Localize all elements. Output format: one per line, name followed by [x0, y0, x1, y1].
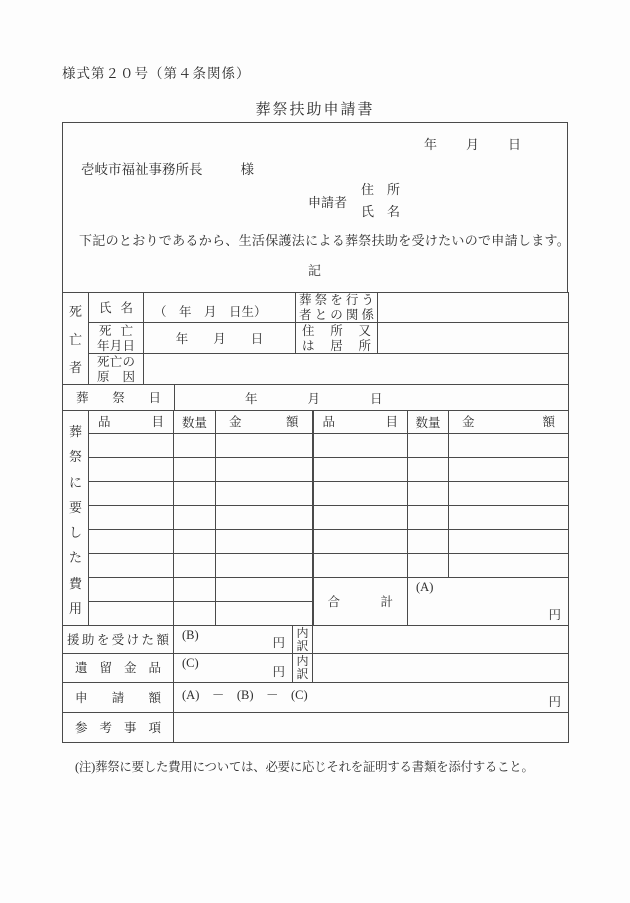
- expense-amount-header: 金 額: [216, 411, 313, 434]
- expense-item-field[interactable]: [313, 434, 408, 458]
- applicant-fields: [361, 179, 530, 223]
- expense-amount-field[interactable]: [449, 554, 569, 578]
- expense-qty-header: 数量: [174, 411, 216, 434]
- addressee-line: [81, 158, 254, 178]
- expense-item-field[interactable]: [313, 554, 408, 578]
- expense-item-field[interactable]: [89, 554, 174, 578]
- remarks-label: 参 考 事 項: [63, 713, 174, 743]
- funeral-date-placeholder: 年 月 日: [245, 391, 383, 406]
- expense-item-header: 品 目: [89, 411, 174, 434]
- aid-code-B: (B): [182, 628, 199, 642]
- expense-qty-field[interactable]: [408, 482, 449, 506]
- expense-item-field[interactable]: [313, 530, 408, 554]
- deceased-table: [62, 292, 569, 385]
- expense-amount-field[interactable]: [449, 482, 569, 506]
- funeral-date-table: [62, 384, 569, 411]
- deceased-name-label: 氏 名: [89, 293, 144, 323]
- death-date-label: 死 亡 年 月 日: [89, 323, 144, 354]
- residence-field[interactable]: [378, 323, 569, 354]
- expense-amount-field[interactable]: [216, 602, 313, 626]
- expense-qty-field[interactable]: [174, 434, 216, 458]
- expense-amount-field[interactable]: [216, 506, 313, 530]
- request-text: 下記のとおりであるから、生活保護法による葬祭扶助を受けたいので申請します。: [79, 233, 571, 248]
- applicant-name-label: 氏 名: [361, 204, 401, 219]
- applicant-name-field[interactable]: [400, 205, 530, 221]
- form-header-section: [62, 122, 571, 292]
- page-title: 葬祭扶助申請書: [255, 102, 375, 118]
- deceased-name-field[interactable]: [144, 293, 296, 323]
- expense-total-field[interactable]: [408, 578, 569, 626]
- expense-amount-field[interactable]: [449, 530, 569, 554]
- expense-qty-header: 数量: [408, 411, 449, 434]
- relation-field[interactable]: [378, 293, 569, 323]
- expense-item-field[interactable]: [89, 578, 174, 602]
- expense-item-field[interactable]: [89, 482, 174, 506]
- expense-item-field[interactable]: [89, 458, 174, 482]
- application-date-field[interactable]: 年 月 日: [423, 137, 522, 152]
- yen-suffix: 円: [272, 636, 285, 650]
- aid-amount-field[interactable]: [174, 626, 293, 654]
- expense-item-field[interactable]: [89, 530, 174, 554]
- expense-qty-field[interactable]: [408, 458, 449, 482]
- yen-suffix: 円: [548, 608, 561, 622]
- death-cause-field[interactable]: [144, 354, 569, 385]
- death-cause-label: 死 亡 の 原 因: [89, 354, 144, 385]
- addressee-label: 壱岐市福祉事務所長: [81, 162, 203, 177]
- applicant-name-row: [361, 201, 530, 223]
- record-mark: 記: [307, 263, 322, 278]
- expense-amount-header: 金 額: [449, 411, 569, 434]
- form-box: [62, 122, 571, 743]
- expense-total-label: 合 計: [313, 578, 408, 626]
- expenses-side-label: 葬 祭 に 要 し た 費 用: [63, 411, 89, 626]
- aid-received-label: 援 助 を 受 け た 額: [63, 626, 174, 654]
- expense-amount-field[interactable]: [216, 434, 313, 458]
- expense-qty-field[interactable]: [174, 602, 216, 626]
- expense-amount-field[interactable]: [216, 458, 313, 482]
- expense-qty-field[interactable]: [174, 554, 216, 578]
- expense-qty-field[interactable]: [408, 530, 449, 554]
- total-code-A: (A): [416, 580, 434, 594]
- expense-item-field[interactable]: [313, 458, 408, 482]
- expense-qty-field[interactable]: [174, 482, 216, 506]
- death-date-field[interactable]: [144, 323, 296, 354]
- claim-formula: (A) － (B) － (C): [182, 688, 308, 702]
- relation-label: 葬 祭 を 行 う 者 と の 関 係: [296, 293, 378, 323]
- addressee-honorific: 様: [240, 162, 254, 177]
- expense-amount-field[interactable]: [216, 482, 313, 506]
- expense-amount-field[interactable]: [449, 506, 569, 530]
- relict-breakdown-label: 内 訳: [293, 654, 313, 683]
- expense-qty-field[interactable]: [408, 506, 449, 530]
- expense-item-field[interactable]: [89, 434, 174, 458]
- yen-suffix: 円: [272, 665, 285, 679]
- claim-amount-label: 申 請 額: [63, 683, 174, 713]
- expense-amount-field[interactable]: [216, 530, 313, 554]
- expense-item-field[interactable]: [313, 482, 408, 506]
- expense-item-header: 品 目: [313, 411, 408, 434]
- aid-breakdown-label: 内 訳: [293, 626, 313, 654]
- applicant-address-label: 住 所: [361, 182, 401, 197]
- deceased-side-label: 死 亡 者: [63, 293, 89, 385]
- applicant-address-row: [361, 179, 530, 201]
- relict-code-C: (C): [182, 656, 199, 670]
- expense-qty-field[interactable]: [174, 530, 216, 554]
- applicant-address-field[interactable]: [400, 183, 530, 199]
- remarks-field[interactable]: [174, 713, 569, 743]
- relict-breakdown-field[interactable]: [313, 654, 569, 683]
- aid-breakdown-field[interactable]: [313, 626, 569, 654]
- applicant-block: [308, 179, 530, 223]
- relict-money-label: 遺 留 金 品: [63, 654, 174, 683]
- expense-qty-field[interactable]: [408, 434, 449, 458]
- yen-suffix: 円: [548, 695, 561, 709]
- expense-qty-field[interactable]: [174, 578, 216, 602]
- expense-item-field[interactable]: [89, 602, 174, 626]
- form-number: 様式第２０号（第４条関係）: [62, 66, 251, 81]
- expense-amount-field[interactable]: [216, 554, 313, 578]
- expense-amount-field[interactable]: [449, 458, 569, 482]
- applicant-label: 申請者: [308, 194, 348, 210]
- summary-table: [62, 625, 569, 743]
- birth-date-suffix: （ 年 月 日生）: [154, 305, 267, 319]
- relict-amount-field[interactable]: [174, 654, 293, 683]
- residence-label: 住 所 又 は 居 所: [296, 323, 378, 354]
- expense-amount-field[interactable]: [449, 434, 569, 458]
- funeral-date-field[interactable]: [175, 385, 569, 411]
- funeral-date-label: 葬 祭 日: [63, 385, 175, 411]
- expense-item-field[interactable]: [313, 506, 408, 530]
- expense-qty-field[interactable]: [408, 554, 449, 578]
- expense-amount-field[interactable]: [216, 578, 313, 602]
- expense-qty-field[interactable]: [174, 506, 216, 530]
- expenses-table: [62, 410, 569, 626]
- expense-item-field[interactable]: [89, 506, 174, 530]
- death-date-placeholder: 年 月 日: [175, 332, 264, 346]
- footnote: (注)葬祭に要した費用については、必要に応じそれを証明する書類を添付すること。: [75, 760, 534, 774]
- expense-qty-field[interactable]: [174, 458, 216, 482]
- claim-amount-field[interactable]: [174, 683, 569, 713]
